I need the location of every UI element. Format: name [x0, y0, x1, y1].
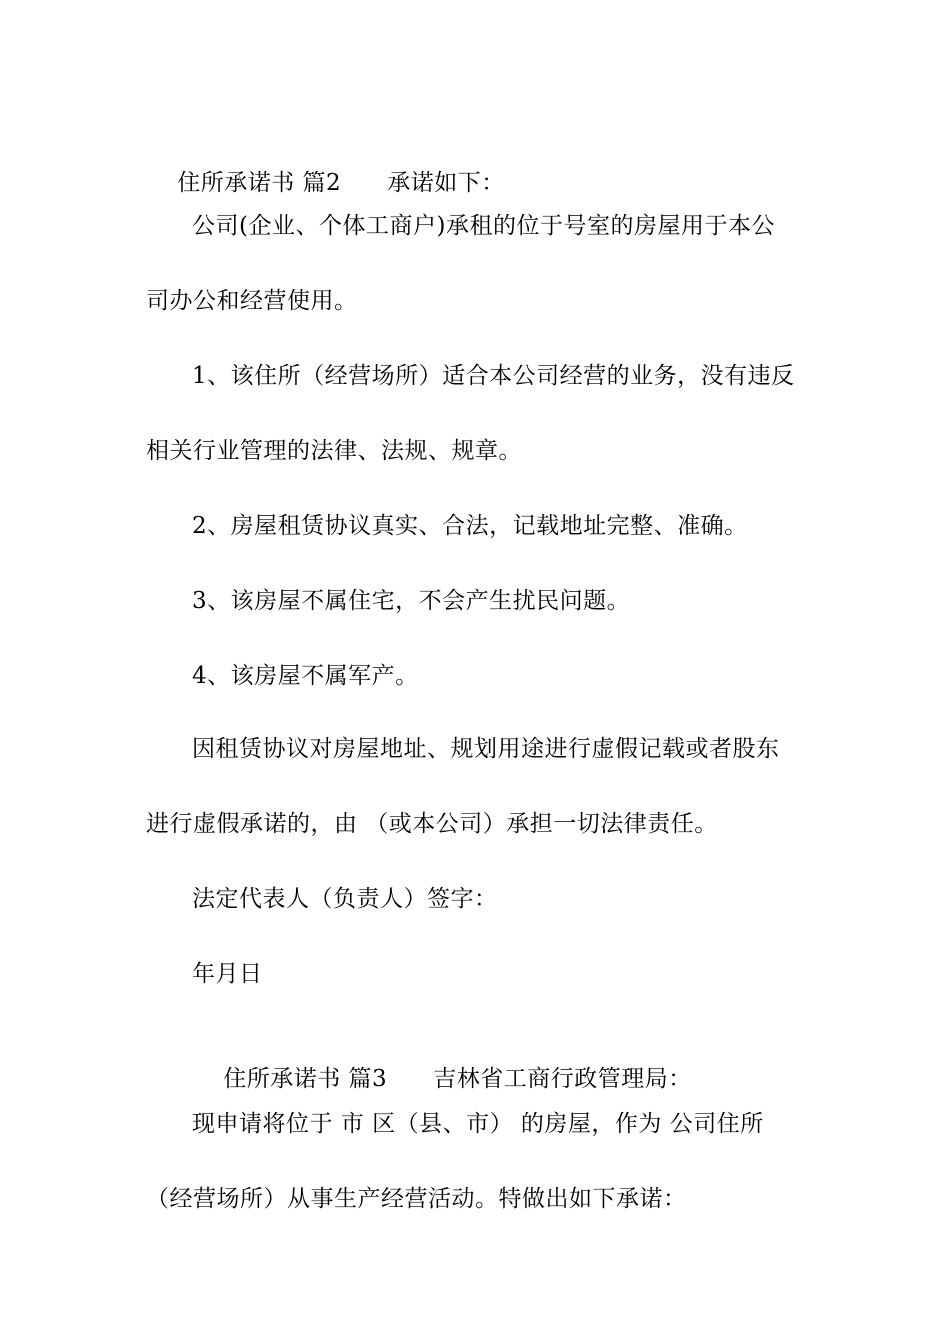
paragraph-line: （经营场所）从事生产经营活动。特做出如下承诺： — [146, 1186, 687, 1212]
paragraph-line: 1、该住所（经营场所）适合本公司经营的业务，没有违反 — [192, 363, 795, 389]
heading-addressee-3: 吉林省工商行政管理局： — [433, 1066, 692, 1092]
paragraph-line: 相关行业管理的法律、法规、规章。 — [146, 438, 522, 464]
paragraph-line: 司办公和经营使用。 — [146, 288, 358, 314]
paragraph-line: 进行虚假承诺的，由 （或本公司）承担一切法律责任。 — [146, 811, 718, 837]
signature-label: 法定代表人（负责人）签字： — [192, 886, 498, 912]
heading-intro-2: 承诺如下： — [387, 170, 505, 196]
paragraph-line: 公司(企业、个体工商户)承租的位于号室的房屋用于本公 — [192, 213, 775, 239]
date-label: 年月日 — [192, 961, 263, 987]
paragraph-line: 4、该房屋不属军产。 — [192, 663, 419, 689]
paragraph-line: 2、房屋租赁协议真实、合法，记载地址完整、准确。 — [192, 513, 748, 539]
heading-title-3: 住所承诺书 篇3 — [223, 1066, 388, 1092]
paragraph-line: 因租赁协议对房屋地址、规划用途进行虚假记载或者股东 — [192, 736, 780, 762]
paragraph-line: 3、该房屋不属住宅，不会产生扰民问题。 — [192, 588, 631, 614]
heading-title-2: 住所承诺书 篇2 — [177, 170, 342, 196]
paragraph-line: 现申请将位于 市 区（县、市） 的房屋，作为 公司住所 — [192, 1111, 764, 1137]
